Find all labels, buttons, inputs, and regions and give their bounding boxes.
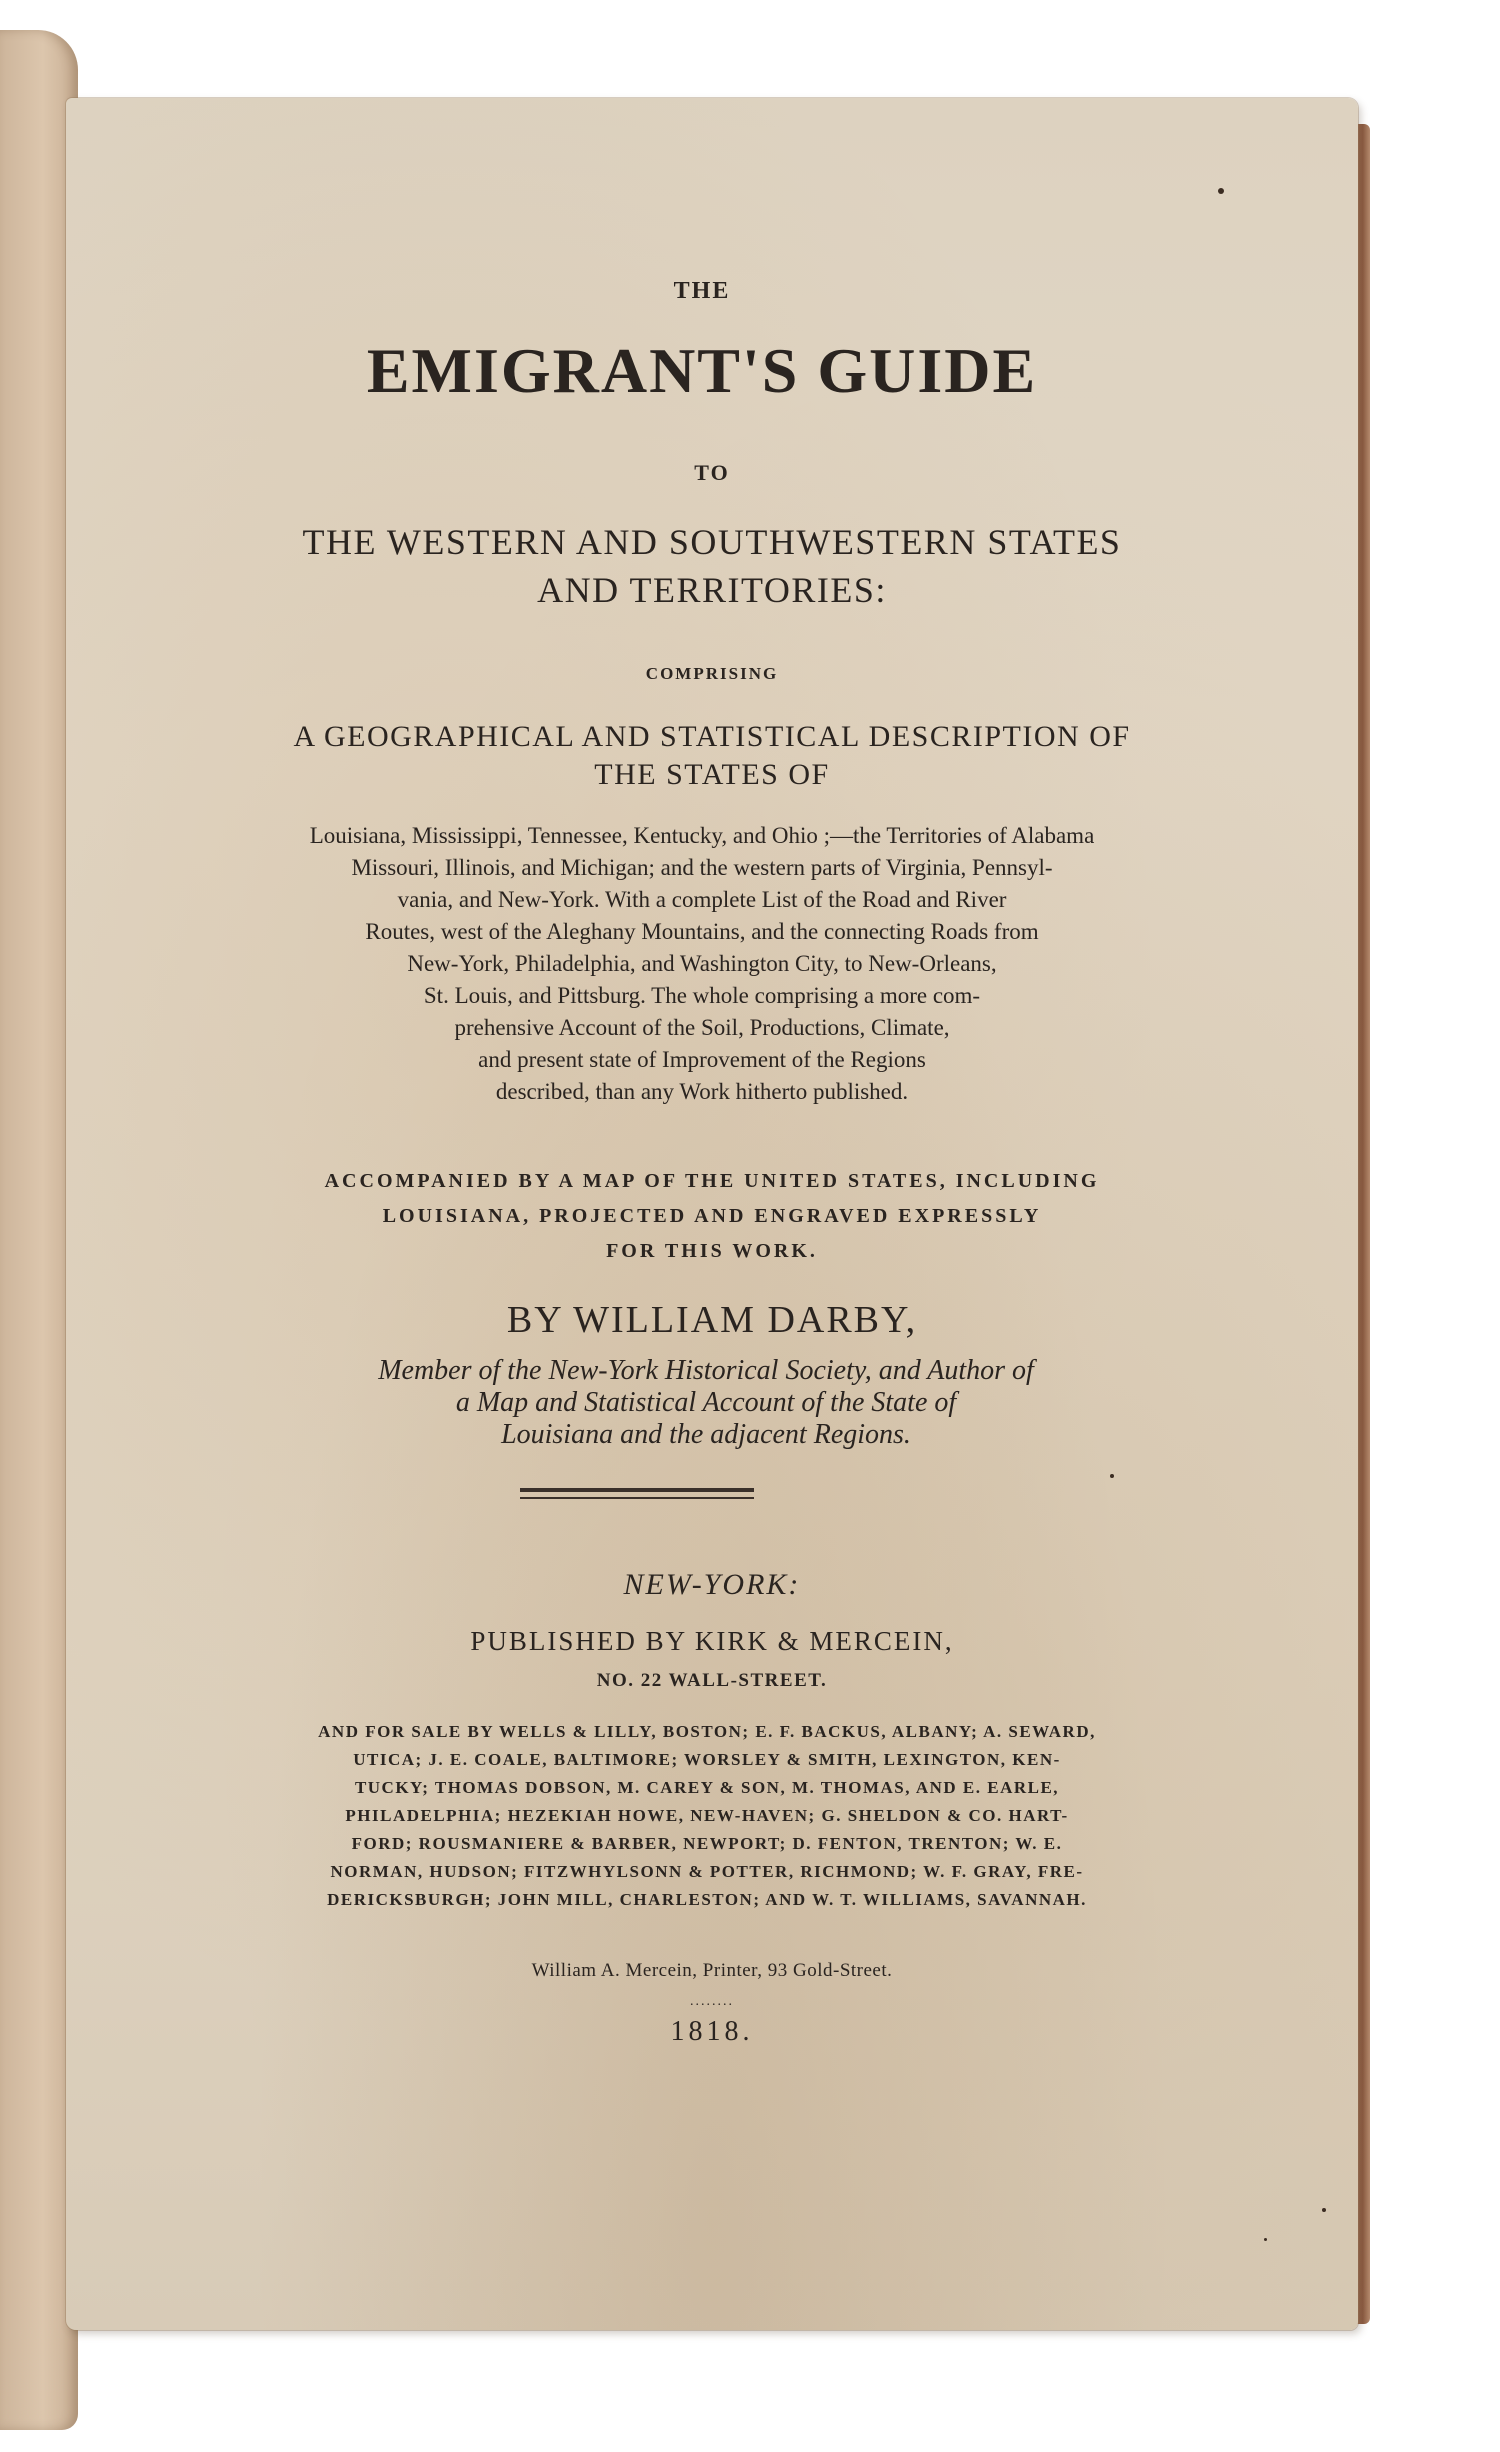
body-line: Routes, west of the Aleghany Mountains, and the connecting Roads from — [365, 919, 1039, 944]
title-page — [66, 98, 1358, 2330]
description-line: A GEOGRAPHICAL AND STATISTICAL DESCRIPTION OF — [293, 720, 1131, 753]
sellers-line: DERICKSBURGH; JOHN MILL, CHARLESTON; AND W. T. WILLIAMS, SAVANNAH. — [327, 1890, 1087, 1909]
title-to: TO — [694, 460, 730, 485]
foxing-spot — [1110, 1474, 1114, 1478]
map-line: ACCOMPANIED BY A MAP OF THE UNITED STATES, INCLUDING — [324, 1170, 1100, 1192]
body-line: New-York, Philadelphia, and Washington City, to New-Orleans, — [407, 951, 997, 976]
foxing-spot — [1264, 2238, 1267, 2241]
publisher-line: PUBLISHED BY KIRK & MERCEIN, — [470, 1626, 954, 1656]
credential-line: Louisiana and the adjacent Regions. — [501, 1419, 911, 1450]
sellers-line: AND FOR SALE BY WELLS & LILLY, BOSTON; E. F. BACKUS, ALBANY; A. SEWARD, — [318, 1722, 1096, 1741]
publisher-address: NO. 22 WALL-STREET. — [596, 1670, 828, 1691]
body-line: prehensive Account of the Soil, Productions, Climate, — [454, 1015, 950, 1040]
body-line: Missouri, Illinois, and Michigan; and the western parts of Virginia, Pennsyl- — [351, 855, 1053, 880]
sellers-line: UTICA; J. E. COALE, BALTIMORE; WORSLEY & SMITH, LEXINGTON, KEN- — [353, 1750, 1061, 1769]
foxing-spot — [1322, 2208, 1326, 2212]
divider-rule-thick — [520, 1488, 754, 1492]
title-the: THE — [673, 278, 731, 304]
ornament-dots: ........ — [690, 1994, 734, 2009]
body-line: St. Louis, and Pittsburg. The whole comprising a more com- — [423, 983, 981, 1008]
description-heading — [66, 718, 1358, 794]
map-line: FOR THIS WORK. — [606, 1240, 818, 1262]
body-line: Louisiana, Mississippi, Tennessee, Kentucky, and Ohio ;—the Territories of Alabama — [309, 823, 1095, 848]
author-line: BY WILLIAM DARBY, — [506, 1299, 918, 1341]
comprising-label: COMPRISING — [645, 664, 779, 683]
subtitle-line: THE WESTERN AND SOUTHWESTERN STATES — [302, 522, 1122, 562]
sellers-line: NORMAN, HUDSON; FITZWHYLSONN & POTTER, RICHMOND; W. F. GRAY, FRE- — [330, 1862, 1084, 1881]
body-line: and present state of Improvement of the Regions — [478, 1047, 926, 1072]
publication-city: NEW-YORK: — [623, 1568, 801, 1601]
map-line: LOUISIANA, PROJECTED AND ENGRAVED EXPRESSLY — [382, 1205, 1042, 1227]
credential-line: a Map and Statistical Account of the State of — [455, 1387, 957, 1418]
book-title: EMIGRANT'S GUIDE — [366, 335, 1038, 406]
printer-line: William A. Mercein, Printer, 93 Gold-Street. — [531, 1960, 893, 1981]
foxing-spot — [1218, 188, 1224, 194]
map-note — [66, 1164, 1358, 1269]
author-credentials — [226, 1355, 1186, 1451]
description-line: THE STATES OF — [594, 758, 830, 791]
description-body — [176, 820, 1228, 1108]
divider-rule-thin — [520, 1497, 754, 1499]
credential-line: Member of the New-York Historical Society, and Author of — [378, 1355, 1034, 1386]
sellers-line: PHILADELPHIA; HEZEKIAH HOWE, NEW-HAVEN; G. SHELDON & CO. HART- — [345, 1806, 1069, 1825]
publication-year: 1818. — [670, 2016, 754, 2047]
body-line: vania, and New-York. With a complete List of the Road and River — [397, 887, 1007, 912]
sellers-line: TUCKY; THOMAS DOBSON, M. CAREY & SON, M. THOMAS, AND E. EARLE, — [354, 1778, 1060, 1797]
subtitle-line: AND TERRITORIES: — [537, 570, 887, 610]
subtitle — [66, 518, 1358, 614]
body-line: described, than any Work hitherto published. — [495, 1079, 909, 1104]
sellers-line: FORD; ROUSMANIERE & BARBER, NEWPORT; D. FENTON, TRENTON; W. E. — [351, 1834, 1063, 1853]
sellers-list — [172, 1718, 1242, 1914]
